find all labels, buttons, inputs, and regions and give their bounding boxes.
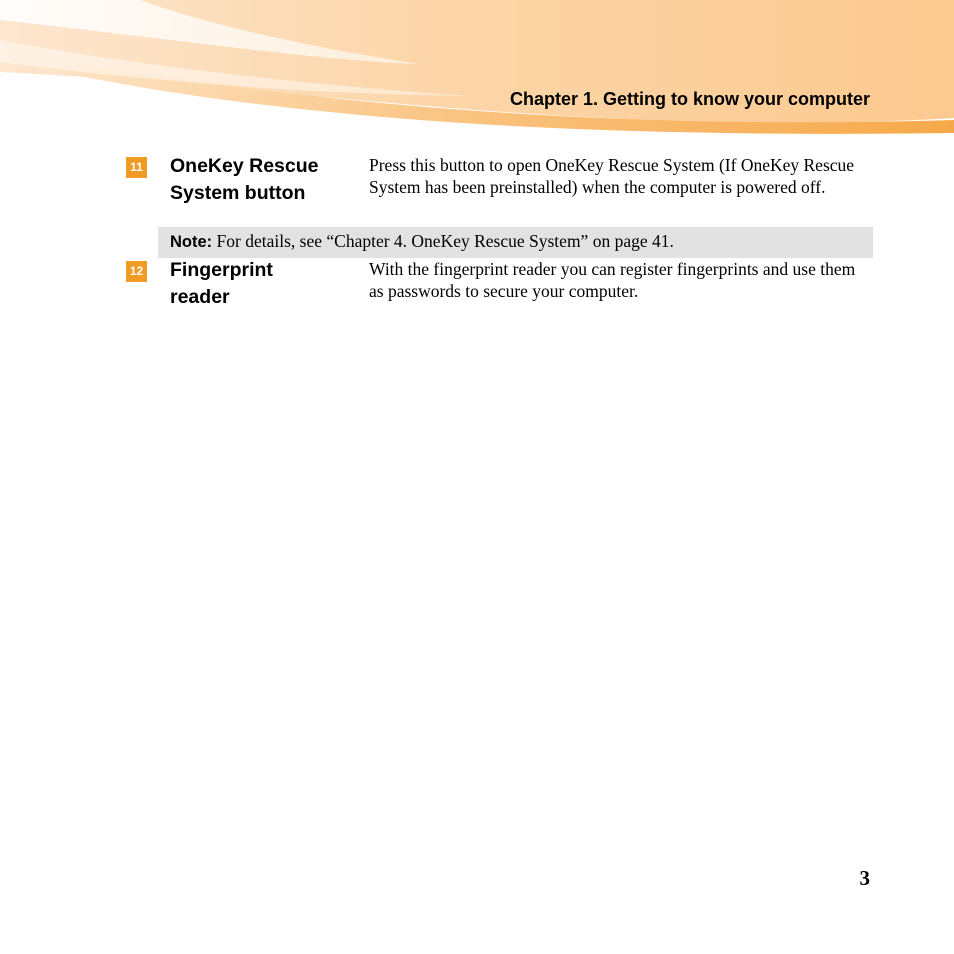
- item-number-badge: 11: [126, 157, 147, 178]
- note-label: Note:: [170, 233, 213, 251]
- item-description: Press this button to open OneKey Rescue System (If OneKey Rescue System has been preinstalled) when the computer is powered off.: [369, 155, 855, 197]
- item-term-line: Fingerprint: [170, 259, 273, 281]
- item-term: [170, 257, 360, 311]
- item-term-line: System button: [170, 182, 306, 204]
- header-swoosh-decoration: [0, 0, 954, 140]
- item-description: With the fingerprint reader you can register fingerprints and use them as passwords to secure your computer.: [369, 259, 856, 301]
- chapter-title: Chapter 1. Getting to know your computer: [509, 89, 870, 109]
- item-term-line: OneKey Rescue: [170, 155, 319, 177]
- item-term-line: reader: [170, 286, 230, 308]
- page-number: 3: [859, 866, 870, 890]
- note-text: [170, 230, 674, 253]
- note-box: [158, 227, 873, 258]
- item-term: [170, 153, 360, 207]
- item-number-badge: 12: [126, 261, 147, 282]
- note-body: For details, see “Chapter 4. OneKey Rescue System” on page 41.: [216, 231, 674, 251]
